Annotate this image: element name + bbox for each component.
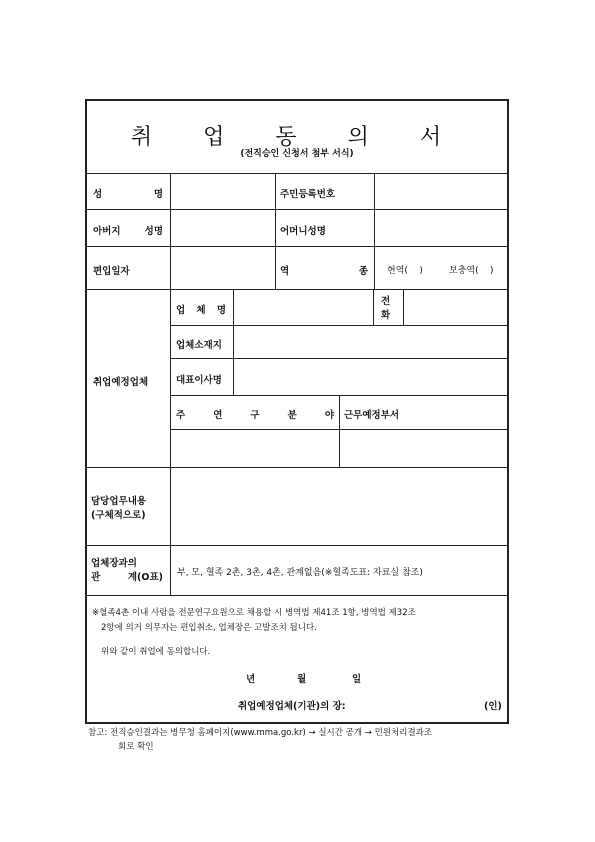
date-month-label: 월 xyxy=(297,674,307,685)
frame-top xyxy=(85,99,509,101)
mother-name-label: 어머니성명 xyxy=(280,226,326,237)
row-line xyxy=(86,289,508,290)
phone-field[interactable] xyxy=(405,291,506,324)
row-line xyxy=(86,173,508,174)
col-line xyxy=(170,173,171,595)
col-line xyxy=(374,173,375,289)
row-line xyxy=(86,209,508,210)
company-address-label: 업체소재지 xyxy=(176,340,222,351)
notice-line-2: 2항에 의거 의무자는 편입취소, 업체장은 고발조치 됩니다. xyxy=(101,623,317,633)
name-label: 성 명 xyxy=(93,189,163,200)
representative-field[interactable] xyxy=(235,360,506,394)
row-line xyxy=(86,595,508,596)
signature-field[interactable] xyxy=(360,694,480,712)
col-line xyxy=(373,289,374,325)
service-supplementary-option[interactable]: 보충역( ) xyxy=(449,266,494,276)
phone-label: 전 화 xyxy=(381,296,391,321)
department-label: 근무예정부서 xyxy=(344,410,400,421)
row-line xyxy=(86,246,508,247)
row-line xyxy=(170,325,508,326)
enroll-date-field[interactable] xyxy=(172,248,273,288)
signer-label: 취업예정업체(기관)의 장: xyxy=(238,701,346,712)
father-name-label: 아버지 성명 xyxy=(93,226,163,237)
service-active-option[interactable]: 현역( ) xyxy=(387,266,423,276)
company-section-label: 취업예정업체 xyxy=(93,377,149,388)
notice-line-1: ※혈족4촌 이내 사람을 전문연구요원으로 채용할 시 병역법 제41조 1항, 병역법 제32조 xyxy=(92,608,416,618)
seal-mark: (인) xyxy=(484,701,502,712)
representative-label: 대표이사명 xyxy=(176,375,222,386)
service-type-label: 역 종 xyxy=(280,266,368,277)
row-line xyxy=(170,358,508,359)
company-name-label: 업 체 명 xyxy=(176,305,226,316)
frame-right xyxy=(507,99,509,724)
rrn-label: 주민등록번호 xyxy=(280,189,336,200)
row-line xyxy=(86,467,508,468)
col-line xyxy=(403,289,404,325)
duties-field[interactable] xyxy=(172,469,506,544)
reference-line-1: 참고: 전직승인결과는 병무청 홈페이지(www.mma.go.kr) → 실시간 공개 → 민원처리결과조 xyxy=(88,728,433,738)
col-line xyxy=(233,289,234,395)
rrn-field[interactable] xyxy=(376,175,506,208)
date-year-label: 년 xyxy=(246,674,256,685)
mother-name-field[interactable] xyxy=(376,211,506,245)
duties-label: 담당업무내용 (구체적으로) xyxy=(91,496,147,521)
frame-left xyxy=(85,99,87,724)
relation-label: 업체장과의 관 계(O표) xyxy=(91,558,163,583)
department-field[interactable] xyxy=(341,431,506,466)
company-address-field[interactable] xyxy=(235,327,506,357)
frame-bottom xyxy=(85,722,509,724)
main-research-field[interactable] xyxy=(172,431,338,466)
form-subtitle: (전직승인 신청서 첨부 서식) xyxy=(240,149,354,159)
col-line xyxy=(339,395,340,467)
relation-options[interactable]: 부, 모, 혈족 2촌, 3촌, 4촌, 관계없음(※혈족도표: 자료실 참조) xyxy=(177,568,423,578)
main-research-label: 주 연 구 분 야 xyxy=(176,410,334,421)
consent-statement: 위와 같이 취업에 동의합니다. xyxy=(101,647,211,657)
form-title: 취 업 동 의 서 xyxy=(130,125,464,150)
date-day-label: 일 xyxy=(352,674,362,685)
reference-line-2: 회로 확인 xyxy=(118,742,154,752)
father-name-field[interactable] xyxy=(172,211,273,245)
name-field[interactable] xyxy=(172,175,273,208)
company-name-field[interactable] xyxy=(235,291,372,324)
enroll-date-label: 편입일자 xyxy=(93,266,130,277)
col-line xyxy=(275,173,276,289)
row-line xyxy=(86,545,508,546)
